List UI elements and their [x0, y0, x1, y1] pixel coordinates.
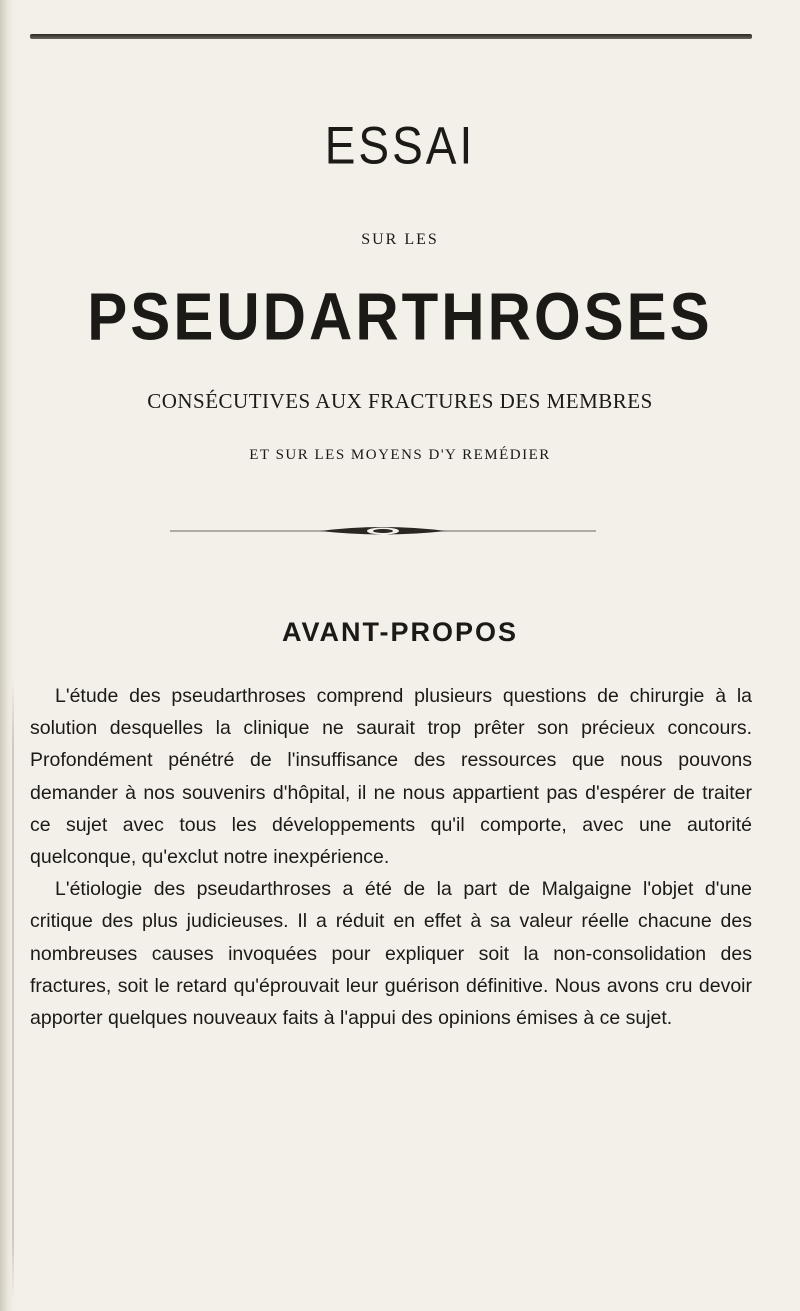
top-rule	[30, 34, 752, 39]
body-text	[30, 680, 752, 1034]
paragraph: L'étude des pseudarthroses comprend plusieurs questions de chirurgie à la solution desquelles la clinique ne saurait trop prêter son précieux concours. Profondément pénétré de l'insuffisance des ressources que nous pouvons demander à nos souvenirs d'hôpital, il ne nous appartient pas d'espérer de traiter ce sujet avec tous les développements qu'il comporte, avec une autorité quelconque, qu'exclut notre inexpérience.	[30, 685, 752, 869]
sur-les-label: SUR LES	[361, 231, 439, 248]
margin-shadow	[12, 680, 14, 1300]
subtitle-line-2: ET SUR LES MOYENS D'Y REMÉDIER	[249, 447, 551, 463]
essai-title: ESSAI	[324, 115, 476, 175]
section-heading: AVANT-PROPOS	[281, 617, 519, 647]
ornamental-divider	[170, 521, 596, 541]
paragraph: L'étiologie des pseudarthroses a été de la part de Malgaigne l'objet d'une critique des plus judicieuses. Il a réduit en effet à sa valeur réelle chacune des nombreuses causes invoquées pour expliquer soit la non-consolidation des fractures, soit le retard qu'éprouvait leur guérison définitive. Nous avons cru devoir apporter quelques nouveaux faits à l'appui des opinions émises à ce sujet.	[30, 878, 752, 1030]
main-title: PSEUDARTHROSES	[87, 278, 713, 355]
subtitle-line-1: CONSÉCUTIVES AUX FRACTURES DES MEMBRES	[147, 389, 653, 413]
